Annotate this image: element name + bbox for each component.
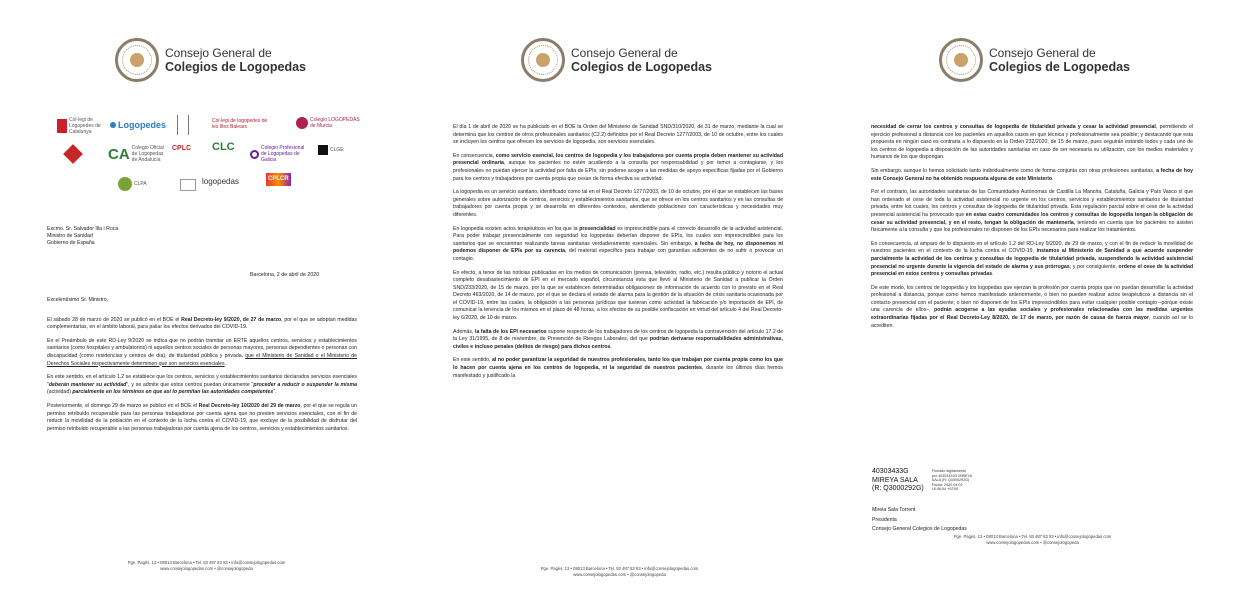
logo-clge: CLGE — [318, 145, 344, 155]
letter-body-3 — [871, 124, 1193, 336]
signature-detail: Firmado digitalmente — [931, 469, 967, 473]
signature-detail: por 40303433G MIREYA — [931, 473, 973, 478]
paragraph: Por el contrario, las autoridades sanitarias de las Comunidades Autónomas de Castilla La Mancha, Cataluña, Galicia y País Vasco sí que han ordenado el cese de toda la actividad asistencial no urgente en los centros, servicios y establecimientos sanitarios de titularidad privada, entre los cuales, los centros y consultas de logopedia de titularidad privada. Esta regulación parcial sobre el cese de la actividad presencial asistencial ha provocado que en estas cuatro comunidades los centros y consultas de logopedia tengan la obligación de cesar su actividad presencial, y en el resto, tengan la obligación de mantenerla, teniendo en cuenta que los pacientes no asisten físicamente a la consulta y que los profesionales no disponen de los EPIs necesarios para realizar los tratamientos. — [871, 189, 1193, 234]
letter-page-2 — [413, 0, 826, 600]
letterhead-line2: Colegios de Logopedas — [165, 60, 306, 74]
recipient-line: Ministro de Sanidad — [47, 233, 93, 239]
council-seal-icon — [521, 38, 565, 82]
letter-body-1 — [47, 297, 357, 439]
footer-web: www.consejologopedas.com • @consejologopeda — [573, 572, 666, 577]
footer-address: Pge. Pagès, 13 • 08013 Barcelona • Tel. 93 487 83 93 • info@consejologopedas.com — [953, 534, 1112, 539]
signature-id: 40303433G — [872, 468, 909, 475]
signer-name: Mireia Sala Torrent — [872, 507, 916, 513]
logo-galicia: Colegio Profesional de Logopedas de Galicia — [250, 145, 308, 163]
signer-org: Consejo General Colegios de Logopedas — [872, 526, 967, 532]
paragraph: En este sentido, en el artículo 1.2 se establece que los centros, servicios y establecimientos sanitarios declarados servicios esenciales "deberán mantener su actividad", y se admite que estos centros puedan únicamente "proceder a reducir o suspender la misma (actividad) parcialmente en los términos en que así lo permitan las autoridades competentes". — [47, 374, 357, 396]
letterhead — [521, 38, 712, 82]
signature-detail: 16:46:54 +02'00' — [931, 487, 959, 492]
page-footer — [413, 566, 826, 578]
council-seal-icon — [115, 38, 159, 82]
logo-mark-icon — [318, 145, 328, 155]
logo-mark-icon — [250, 150, 259, 159]
signature-detail: SALA (R: Q3000292G) — [931, 478, 970, 483]
signature-entity: (R: Q3000292G) — [872, 485, 924, 492]
letterhead-line1: Consejo General de — [989, 46, 1096, 60]
paragraph: necesidad de cerrar los centros y consultas de logopedia de titularidad privada y cesar la actividad presencial, permitiendo el ejercicio profesional a distancia con los pacientes en aquellos casos en que técnica y profesionalmente sea posible; y destacando que esta propuesta en ningún caso es contraria a lo dispuesto en la Orden 232/2020, de 15 de marzo, pues seguirán estando todos y cada uno de los centros de logopedia a disposición de las autoridades sanitarias en caso de ser necesaria su utilización, con los medios materiales y humanos de los que dispongan. — [871, 124, 1194, 161]
logo-mark-icon — [296, 117, 308, 129]
logo-tree: CLPA — [118, 177, 147, 191]
recipient-block — [47, 226, 367, 247]
logo-cplc: CPLC — [172, 145, 192, 152]
logo-baleares: Col·legi de logopedes de les Illes Balears — [212, 118, 268, 130]
cl-mark-icon: CA — [108, 145, 130, 163]
college-logos — [52, 115, 362, 205]
tree-icon — [118, 177, 132, 191]
logo-red-icon — [66, 147, 80, 161]
letter-body-2 — [453, 124, 783, 386]
recipient-line: Gobierno de España — [47, 240, 95, 246]
paragraph: Posteriormente, el domingo 29 de marzo se publicó en el BOE el Real Decreto-ley 10/2020 del 29 de marzo, por el que se regula un permiso retribuido recuperable para las personas trabajadoras por cuenta ajena que no presten servicios esenciales, con el fin de reducir la movilidad de la población en el contexto de la lucha contra el COVID-19, que excluye de la posibilidad de disfrutar del permiso retribuido recuperable a las personas trabajadoras por cuenta ajena de los centros, servicios y establecimientos sanitarios. — [47, 402, 357, 432]
page-footer — [826, 534, 1239, 546]
letterhead-line2: Colegios de Logopedas — [989, 60, 1130, 74]
logo-logopedas-text: logopedas — [202, 177, 239, 186]
footer-address: Pge. Pagès, 13 • 08013 Barcelona • Tel. 93 487 83 93 • info@consejologopedas.com — [540, 566, 699, 571]
logo-outline — [180, 179, 196, 191]
paragraph: La logopedia es un servicio sanitario, identificado como tal en el Real Decreto 1277/2003, de 10 de octubre, por el que se establecen las bases generales sobre autorización de centros, servicios y establecimientos sanitarios, que se ofrece en los centros sanitarios y en las consultas de trabajadores por cuenta propia y se desarrolla en diferentes contextos, atendiendo poblaciones con características y necesidades muy diferentes. — [453, 189, 783, 218]
signer-role: Presidenta — [872, 516, 897, 523]
paragraph: El sábado 28 de marzo de 2020 se publicó en el BOE el Real Decreto-ley 9/2020, de 27 de marzo, por el que se adoptan medidas complementarias, en el ámbito laboral, para paliar los efectos derivados del COVID-19. — [47, 316, 357, 331]
salutation: Excelentísimo Sr. Ministro, — [47, 297, 109, 303]
recipient-line: Excmo. Sr. Salvador Illa i Roca — [47, 226, 119, 232]
logo-clc: CLC — [212, 141, 235, 153]
logo-face-profile — [177, 115, 189, 135]
letterhead-line2: Colegios de Logopedas — [571, 60, 712, 74]
paragraph: En este sentido, al no poder garantizar la seguridad de nuestros profesionales, tanto los que trabajan por cuenta propia como los que lo hacen por cuenta ajena en los centros de logopedia, ni la seguridad de nuestros pacientes, durante los últimos días hemos manifestado y justificado la — [453, 357, 783, 379]
paragraph: Sin embargo, aunque lo hemos solicitado tanto individualmente como de forma conjunta con otras profesiones sanitarias, a fecha de hoy este Consejo General no ha obtenido respuesta alguna de este Ministerio. — [871, 167, 1193, 182]
letter-date: Barcelona, 2 de abril de 2020 — [250, 272, 320, 278]
footer-web: www.consejologopedas.com • @consejologopeda — [986, 540, 1079, 545]
letterhead-line1: Consejo General de — [571, 46, 678, 60]
logo-cplcr: CPLCR — [266, 173, 291, 186]
council-seal-icon — [939, 38, 983, 82]
paragraph: En consecuencia, al amparo de lo dispuesto en el artículo 1.2 del RD-Ley 9/2020, de 29 de marzo, y con el fin de reducir la movilidad de nuestros pacientes en el contexto de la lucha contra el COVID-19, instamos al Ministerio de Sanidad a que acuerde suspender parcialmente la actividad de los centros y consultas de logopedia de titularidad privada, suspendiendo la actividad asistencial presencial no urgente durante la vigencia del estado de alarma y sus prórrogas; y por consiguiente, ordene el cese de la actividad presencial en estos centros y consultas privadas. — [871, 240, 1194, 278]
paragraph: Además, la falta de los EPI necesarios supone respecto de los trabajadores de los centros de logopedia la contravención del artículo 17.2 de la Ley 31/1995, de 8 de noviembre, de Prevención de Riesgos Laborales, del que podrían derivarse responsabilidades administrativas, civiles e incluso penales (delitos de riesgo) para dichos centros. — [453, 328, 783, 350]
letter-page-3 — [826, 0, 1239, 600]
paragraph: En el Preámbulo de este RD-Ley 9/2020 se indica que no podrán tramitar un ERTE aquellos centros, servicios y establecimientos sanitarios (como hospitales y ambulatorios) ni aquellos centros sociales de personas mayores, personas dependientes o personas con discapacidad (como residencias y centros de día), de titularidad pública y privada, que el Ministerio de Sanidad o el Ministerio de Derechos Sociales respectivamente determinen que son servicios esenciales. — [47, 337, 357, 367]
page-footer — [0, 560, 413, 572]
footer-web: www.consejologopedas.com • @consejologopeda — [160, 566, 253, 571]
letterhead — [939, 38, 1130, 82]
logo-mark-icon — [57, 119, 67, 133]
paragraph: En logopedia existen actos terapéuticos en los que la presencialidad es imprescindible para el correcto desarrollo de la actividad asistencial. Para poder trabajar presencialmente con seguridad los logopedas deberían disponer de EPIs, los cuales son imprescindibles para los sanitarios que se encuentran realizando tareas sanitarias verdaderamente esenciales. Sin embargo, a fecha de hoy, no disponemos ni podemos disponer de EPIs por su carencia, del material específico para trabajar con garantías suficientes de no sufrir o provocar un contagio. — [453, 225, 783, 262]
logo-logopedes: Logopedes — [110, 120, 166, 130]
signer-block — [872, 506, 1072, 535]
paragraph: De este modo, los centros de logopedia y los logopedas que ejerzan la profesión por cuenta propia que no puedan desarrollar la actividad profesional a distancia, porque como hemos manifestado anteriormente, o bien no pueden realizar actos terapéuticos a distancia sin el contacto presencial con el paciente; o bien no disponen de los EPIs imprescindibles para evitar cualquier posible contagio –porque existe una carencia de ellos–, podrán acogerse a las ayudas sociales y profesionales relacionadas con las medidas urgentes extraordinarias fijadas por el Real Decreto-Ley 8/2020, de 17 de marzo, por razón de causa de fuerza mayor, cuando así se lo acrediten. — [871, 284, 1193, 329]
footer-address: Pge. Pagès, 13 • 08013 Barcelona • Tel. 93 487 83 93 • info@consejologopedas.com — [127, 560, 286, 565]
logo-andalucia: CA Colegio Oficial de Logopedas de Andalucía — [108, 145, 164, 163]
logo-murcia: Colegio LOGOPEDAS de Murcia — [296, 117, 362, 129]
paragraph: En consecuencia, como servicio esencial, los centros de logopedia y los trabajadores por cuenta propia deben mantener su actividad presencial ordinaria, aunque los pacientes no estén acudiendo a la consulta por responsabilidad y por temor a contagiarse, y los profesionales no puedan ejercer la actividad por falta de EPIs; sin poderse acoger a las medidas de apoyo específicas fijadas por el Gobierno para los centros y trabajadores por cuenta propia que cesan de forma efectiva su actividad. — [453, 152, 783, 182]
signature-detail: Fecha: 2020.04.02 — [931, 482, 963, 487]
logo-catalunya: Col·legi de Logopedes de Catalunya — [57, 117, 105, 135]
signature-name: MIREYA SALA — [872, 476, 918, 484]
letter-page-1 — [0, 0, 413, 600]
paragraph: En efecto, a tenor de las noticias publicadas en los medios de comunicación (prensa, televisión, radio, etc.) resulta público y notorio el actual completo desabastecimiento de EPI en el mercado español, circunstancia ésta que llevó al Ministerio de Sanidad a publicar la Orden SND/233/2020, de 15 de marzo, por la que se establecen determinadas obligaciones de información de acuerdo con lo previsto en el Real Decreto 463/2020, de 14 de marzo, por el que se declara el estado de alarma para la gestión de la situación de crisis sanitaria ocasionada por el COVID-19, entre las cuales, la obligación a las personas jurídicas que tuvieran como actividad la fabricación y/o importación de EPI, de comunicar la tenencia de los mismos en el plazo de 48 horas, a los efectos de su posible confiscación en virtud del artículo 4 del Real Decreto-ley 6/2020, de 10 de marzo. — [453, 269, 783, 322]
letterhead — [115, 38, 306, 82]
letterhead-line1: Consejo General de — [165, 46, 272, 60]
digital-signature — [872, 468, 972, 494]
paragraph: El día 1 de abril de 2020 se ha publicado en el BOE la Orden del Ministerio de Sanidad SND/310/2020, de 31 de marzo, mediante la cual se determina que los centros de otros profesionales sanitarios (C2.2) definidos por el Real Decreto 1277/2003, de 10 de octubre, entre los cuales se incluyen los centros que ofrecen los servicios de logopedia, son servicios esenciales. — [453, 124, 783, 146]
diamond-icon — [63, 144, 83, 164]
logo-mark-icon — [110, 122, 116, 128]
